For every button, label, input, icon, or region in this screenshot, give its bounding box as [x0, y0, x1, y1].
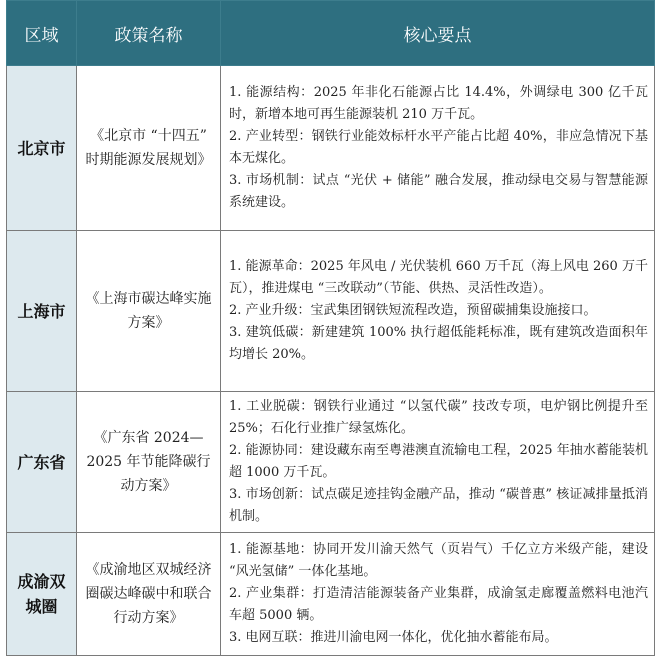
key-point: 3. 市场创新：试点碳足迹挂钩金融产品，推动 “碳普惠” 核证减排量抵消机制。 — [229, 487, 648, 524]
key-point: 3. 市场机制：试点 “光伏 + 储能” 融合发展，推动绿电交易与智慧能源系统建设。 — [229, 173, 648, 210]
header-region: 区域 — [7, 1, 77, 66]
table-row — [7, 231, 655, 392]
key-point: 1. 能源结构：2025 年非化石能源占比 14.4%，外调绿电 300 亿千瓦时，新增本地可再生能源装机 210 万千瓦。 — [229, 85, 648, 122]
key-point: 3. 电网互联：推进川渝电网一体化，优化抽水蓄能布局。 — [229, 630, 558, 645]
region-cell: 北京市 — [7, 66, 77, 231]
key-point: 2. 产业升级：宝武集团钢铁短流程改造，预留碳捕集设施接口。 — [229, 303, 597, 318]
key-points-cell — [221, 231, 655, 392]
table-row — [7, 66, 655, 231]
table-row — [7, 392, 655, 533]
key-point: 2. 产业集群：打造清洁能源装备产业集群，成渝氢走廊覆盖燃料电池汽车超 5000 辆。 — [229, 586, 648, 623]
header-points: 核心要点 — [221, 1, 655, 66]
key-point: 1. 能源革命：2025 年风电 / 光伏装机 660 万千瓦（海上风电 260 万千瓦），推进煤电 “三改联动”（节能、供热、灵活性改造）。 — [229, 259, 648, 296]
policy-name-cell: 《上海市碳达峰实施方案》 — [77, 231, 221, 392]
key-points-cell — [221, 66, 655, 231]
region-cell: 上海市 — [7, 231, 77, 392]
policy-name-cell: 《成渝地区双城经济圈碳达峰碳中和联合行动方案》 — [77, 533, 221, 656]
region-cell: 广东省 — [7, 392, 77, 533]
policy-name-cell: 《广东省 2024—2025 年节能降碳行动方案》 — [77, 392, 221, 533]
key-points-cell — [221, 533, 655, 656]
header-policy: 政策名称 — [77, 1, 221, 66]
key-points-cell — [221, 392, 655, 533]
policy-table — [6, 0, 655, 656]
key-point: 2. 产业转型：钢铁行业能效标杆水平产能占比超 40%，非应急情况下基本无煤化。 — [229, 129, 648, 166]
key-point: 2. 能源协同：建设藏东南至粤港澳直流输电工程，2025 年抽水蓄能装机超 1000 万千瓦。 — [229, 443, 648, 480]
key-point: 1. 工业脱碳：钢铁行业通过 “以氢代碳” 技改专项，电炉钢比例提升至 25%；石化行业推广绿氢炼化。 — [229, 399, 648, 436]
header-row — [7, 1, 655, 66]
policy-name-cell: 《北京市 “十四五” 时期能源发展规划》 — [77, 66, 221, 231]
key-point: 3. 建筑低碳：新建建筑 100% 执行超低能耗标准，既有建筑改造面积年均增长 20%。 — [229, 325, 648, 362]
key-point: 1. 能源基地：协同开发川渝天然气（页岩气）千亿立方米级产能，建设 “风光氢储” 一体化基地。 — [229, 542, 648, 579]
region-cell: 成渝双城圈 — [7, 533, 77, 656]
table-row — [7, 533, 655, 656]
